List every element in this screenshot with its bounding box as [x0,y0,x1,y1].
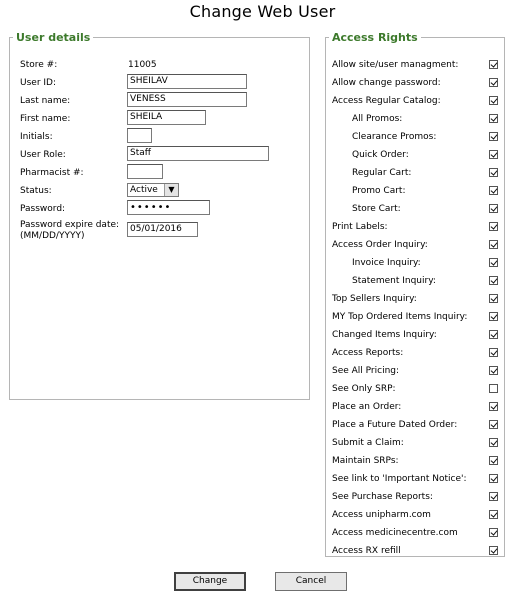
store-label: Store #: [20,60,58,70]
access-right-checkbox[interactable] [489,294,498,303]
access-right-row [332,454,498,468]
access-right-row [332,328,498,342]
first-name-label: First name: [20,114,71,124]
access-right-label: Access Regular Catalog: [332,96,441,106]
access-right-label: Access medicinecentre.com [332,528,458,538]
access-right-row [332,166,498,180]
access-right-row [332,544,498,558]
access-right-label: Submit a Claim: [332,438,404,448]
initials-field[interactable] [127,128,152,143]
access-right-checkbox[interactable] [489,348,498,357]
access-right-row [332,508,498,522]
pharmacist-field[interactable] [127,164,163,179]
access-right-checkbox[interactable] [489,474,498,483]
access-right-checkbox[interactable] [489,546,498,555]
access-right-checkbox[interactable] [489,96,498,105]
access-right-label: Print Labels: [332,222,388,232]
access-right-row [332,112,498,126]
access-right-label: MY Top Ordered Items Inquiry: [332,312,468,322]
access-right-checkbox[interactable] [489,384,498,393]
user-details-legend: User details [16,31,91,44]
access-right-label: Top Sellers Inquiry: [332,294,417,304]
access-right-row [332,364,498,378]
page-title: Change Web User [189,2,336,21]
access-right-label: See Only SRP: [332,384,396,394]
access-right-label: Invoice Inquiry: [352,258,421,268]
status-label: Status: [20,186,52,196]
access-right-row [332,418,498,432]
access-right-checkbox[interactable] [489,330,498,339]
access-right-label: Place a Future Dated Order: [332,420,458,430]
access-right-row [332,346,498,360]
access-right-row [332,76,498,90]
access-right-label: Allow change password: [332,78,441,88]
access-right-row [332,148,498,162]
access-right-label: Access RX refill [332,546,401,556]
access-right-label: Regular Cart: [352,168,412,178]
access-right-row [332,130,498,144]
user-role-label: User Role: [20,150,66,160]
access-right-label: See link to 'Important Notice': [332,474,467,484]
access-right-label: Statement Inquiry: [352,276,436,286]
access-right-checkbox[interactable] [489,78,498,87]
access-right-checkbox[interactable] [489,510,498,519]
access-right-checkbox[interactable] [489,276,498,285]
store-value: 11005 [128,60,157,70]
user-details-panel [9,31,310,400]
password-expire-label-line1: Password expire date: [20,220,120,230]
access-right-label: Store Cart: [352,204,401,214]
access-right-label: See All Pricing: [332,366,400,376]
access-right-row [332,490,498,504]
initials-label: Initials: [20,132,53,142]
access-right-checkbox[interactable] [489,168,498,177]
access-right-checkbox[interactable] [489,240,498,249]
access-right-row [332,382,498,396]
access-right-row [332,202,498,216]
access-right-label: Promo Cart: [352,186,406,196]
status-value: Active [130,185,158,195]
access-right-checkbox[interactable] [489,402,498,411]
user-id-label: User ID: [20,78,56,88]
access-right-row [332,94,498,108]
password-expire-label-line2: (MM/DD/YYYY) [20,231,85,241]
access-right-row [332,274,498,288]
access-right-label: Allow site/user managment: [332,60,459,70]
password-field[interactable]: •••••• [127,200,210,215]
access-right-row [332,526,498,540]
access-right-row [332,292,498,306]
access-right-checkbox[interactable] [489,528,498,537]
status-select[interactable] [127,183,179,197]
cancel-button[interactable]: Cancel [275,572,347,591]
access-right-checkbox[interactable] [489,132,498,141]
access-right-row [332,220,498,234]
access-right-row [332,256,498,270]
access-right-checkbox[interactable] [489,258,498,267]
access-right-checkbox[interactable] [489,186,498,195]
access-right-label: Access Reports: [332,348,404,358]
access-right-label: Place an Order: [332,402,402,412]
user-id-field[interactable]: SHEILAV [127,74,247,89]
access-right-checkbox[interactable] [489,420,498,429]
access-right-label: Access unipharm.com [332,510,431,520]
access-rights-legend: Access Rights [332,31,418,44]
access-right-label: See Purchase Reports: [332,492,433,502]
access-right-row [332,310,498,324]
change-button[interactable]: Change [174,572,246,591]
password-label: Password: [20,204,66,214]
access-right-row [332,184,498,198]
access-right-checkbox[interactable] [489,312,498,321]
last-name-field[interactable]: VENESS [127,92,247,107]
access-right-label: Quick Order: [352,150,409,160]
access-right-row [332,436,498,450]
access-rights-panel [325,31,505,557]
access-right-checkbox[interactable] [489,204,498,213]
password-expire-label [20,220,135,242]
access-right-checkbox[interactable] [489,150,498,159]
access-right-checkbox[interactable] [489,60,498,69]
last-name-label: Last name: [20,96,71,106]
access-right-row [332,472,498,486]
access-right-checkbox[interactable] [489,492,498,501]
access-right-label: Access Order Inquiry: [332,240,428,250]
access-right-row [332,58,498,72]
chevron-down-icon[interactable]: ▼ [164,184,178,196]
access-right-checkbox[interactable] [489,366,498,375]
access-right-label: Clearance Promos: [352,132,437,142]
first-name-field[interactable]: SHEILA [127,110,206,125]
access-right-checkbox[interactable] [489,114,498,123]
access-right-checkbox[interactable] [489,222,498,231]
access-right-label: Maintain SRPs: [332,456,399,466]
access-right-label: All Promos: [352,114,403,124]
access-right-row [332,400,498,414]
access-right-label: Changed Items Inquiry: [332,330,437,340]
access-right-checkbox[interactable] [489,456,498,465]
password-expire-field[interactable]: 05/01/2016 [127,222,198,237]
user-role-field[interactable]: Staff [127,146,269,161]
access-right-row [332,238,498,252]
pharmacist-label: Pharmacist #: [20,168,84,178]
access-right-checkbox[interactable] [489,438,498,447]
